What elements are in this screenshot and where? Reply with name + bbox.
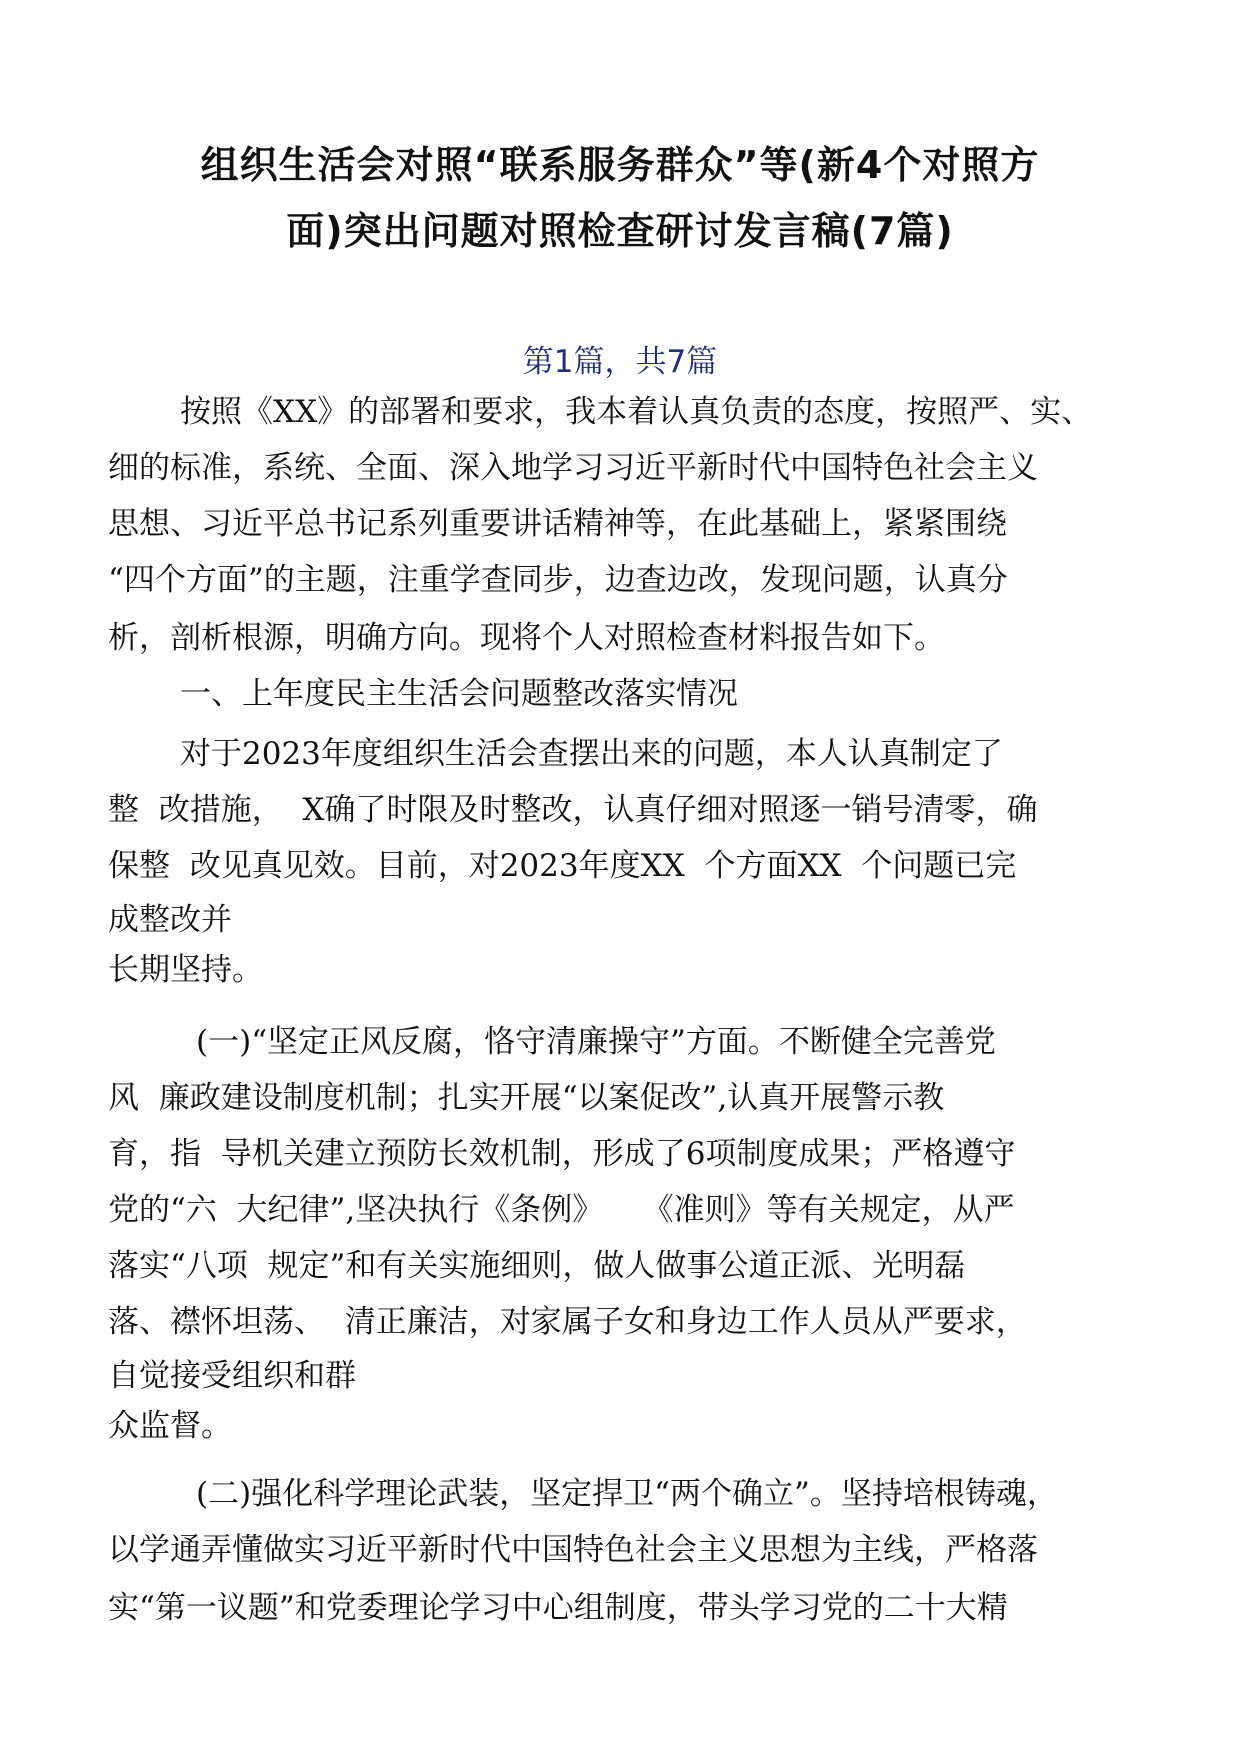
paragraph-4-line-3: 育，指 导机关建立预防长效机制，形成了6项制度成果；严格遵守 — [108, 1136, 1016, 1172]
paragraph-4-line-4: 党的“六 大纪律”,坚决执行《条例》 《准则》等有关规定，从严 — [108, 1192, 1015, 1228]
paragraph-3-line-5: 长期坚持。 — [108, 952, 263, 988]
paragraph-3-line-3: 保整 改见真见效。目前，对2023年度XX 个方面XX 个问题已完 — [108, 848, 1017, 884]
paragraph-4-line-7: 自觉接受组织和群 — [108, 1358, 356, 1394]
heading-section-one: 一、上年度民主生活会问题整改落实情况 — [180, 676, 738, 712]
paragraph-1-line-4: “四个方面”的主题，注重学查同步，边查边改，发现问题，认真分 — [108, 562, 1008, 598]
paragraph-4-line-5: 落实“八项 规定”和有关实施细则，做人做事公道正派、光明磊 — [108, 1248, 966, 1284]
paragraph-1-line-5: 析，剖析根源，明确方向。现将个人对照检查材料报告如下。 — [108, 620, 945, 656]
paragraph-1-line-3: 思想、习近平总书记系列重要讲话精神等，在此基础上，紧紧围绕 — [108, 506, 1007, 542]
paragraph-4-line-1: (一)“坚定正风反腐，恪守清廉操守”方面。不断健全完善党 — [196, 1024, 996, 1060]
section-heading: 第1篇，共7篇 — [522, 344, 718, 380]
paragraph-3-line-4: 成整改并 — [108, 902, 232, 938]
paragraph-5-line-3: 实“第一议题”和党委理论学习中心组制度，带头学习党的二十大精 — [108, 1590, 1008, 1626]
paragraph-4-line-2: 风 廉政建设制度机制；扎实开展“以案促改”,认真开展警示教 — [108, 1080, 945, 1116]
paragraph-4-line-8: 众监督。 — [108, 1408, 232, 1444]
paragraph-4-line-6: 落、襟怀坦荡、 清正廉洁，对家属子女和身边工作人员从严要求， — [108, 1304, 1027, 1340]
paragraph-3-line-1: 对于2023年度组织生活会查摆出来的问题，本人认真制定了 — [180, 736, 1003, 772]
document-title-line-2: 面)突出问题对照检查研讨发言稿(7篇) — [286, 209, 954, 253]
paragraph-5-line-1: (二)强化科学理论武装，坚定捍卫“两个确立”。坚持培根铸魂， — [196, 1476, 1058, 1512]
paragraph-1-line-1: 按照《XX》的部署和要求，我本着认真负责的态度，按照严、实、 — [180, 394, 1093, 430]
paragraph-3-line-2: 整 改措施， X确了时限及时整改，认真仔细对照逐一销号清零，确 — [108, 792, 1038, 828]
paragraph-1-line-2: 细的标准，系统、全面、深入地学习习近平新时代中国特色社会主义 — [108, 450, 1038, 486]
document-title-line-1: 组织生活会对照“联系服务群众”等(新4个对照方 — [200, 143, 1040, 187]
paragraph-5-line-2: 以学通弄懂做实习近平新时代中国特色社会主义思想为主线，严格落 — [108, 1532, 1038, 1568]
